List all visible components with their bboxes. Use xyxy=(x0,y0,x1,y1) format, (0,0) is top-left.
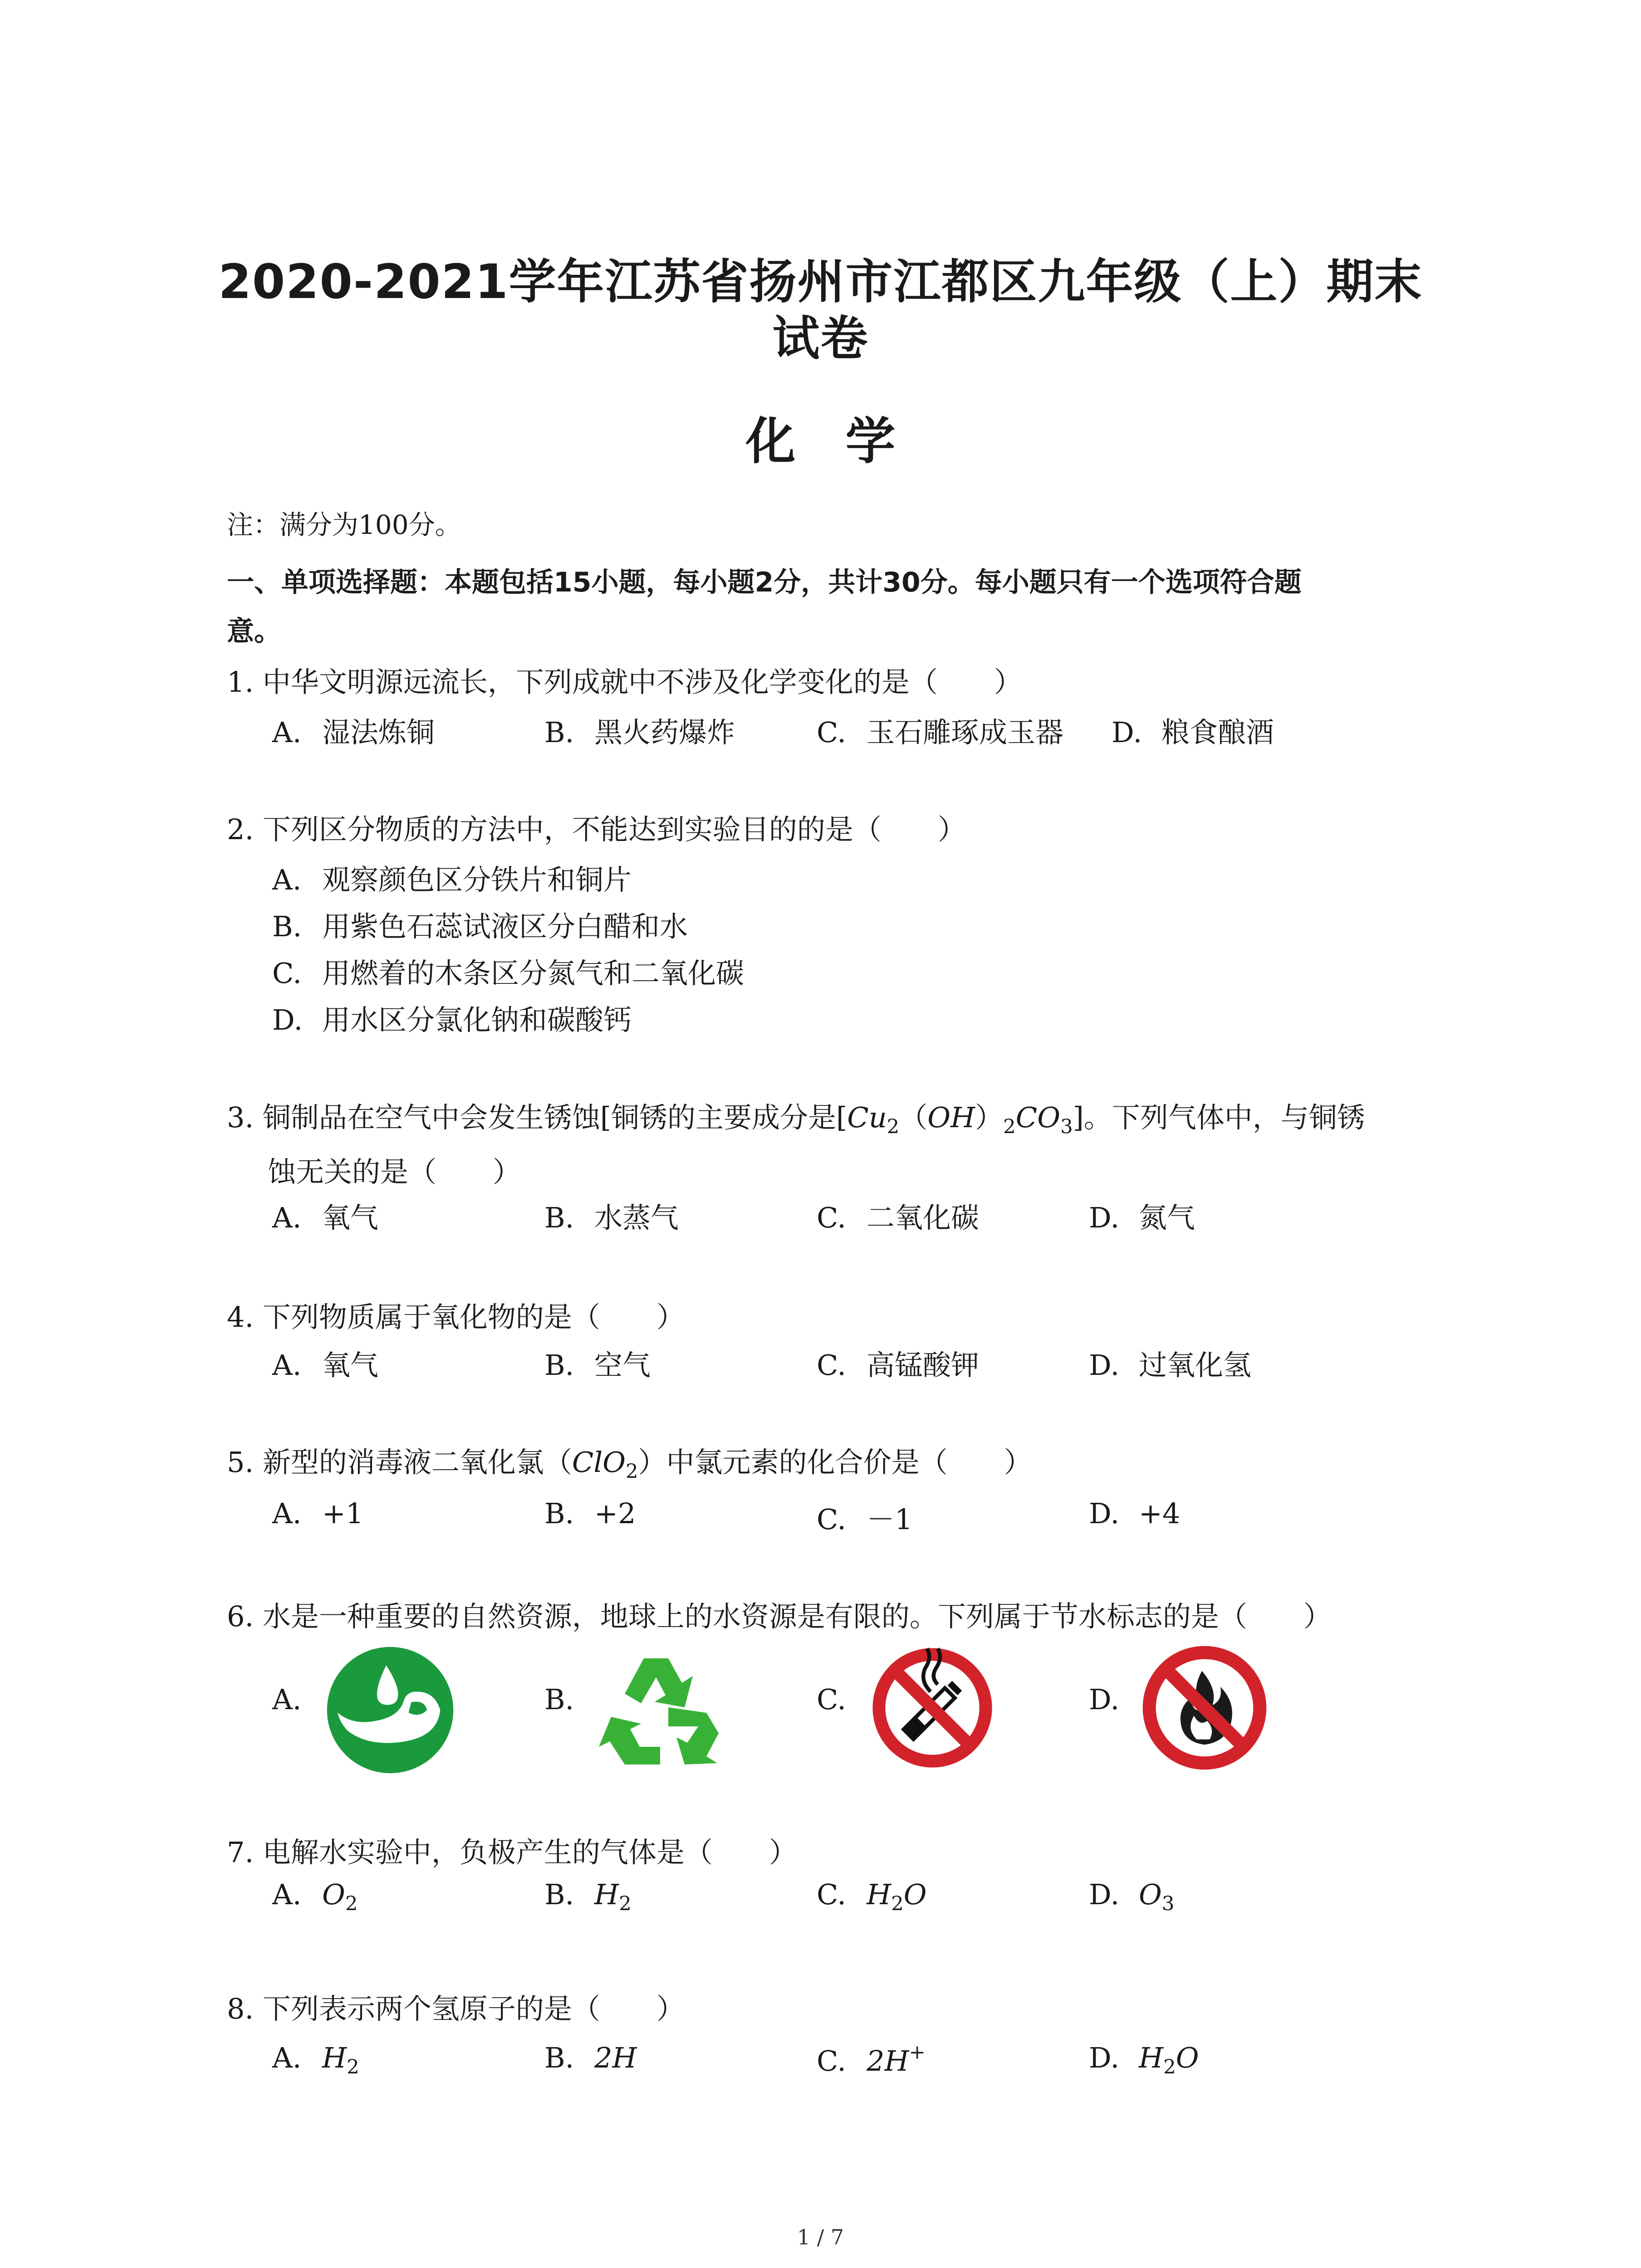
question-1-stem: 1. 中华文明源远流长，下列成就中不涉及化学变化的是（ ） xyxy=(227,665,1022,699)
option-text: 用水区分氯化钠和碳酸钙 xyxy=(322,1003,632,1036)
q5-stem-prefix: 5. 新型的消毒液二氧化氯（ xyxy=(227,1446,572,1479)
no-smoking-icon xyxy=(869,1644,996,1771)
option-text: +1 xyxy=(322,1497,364,1530)
no-fire-icon xyxy=(1139,1642,1270,1774)
option-label: A. xyxy=(272,2041,302,2074)
option-label: C. xyxy=(817,1878,846,1911)
q6-option-c-label: C. xyxy=(817,1683,846,1716)
q3-formula-oh-sub: 2 xyxy=(1003,1115,1016,1139)
option-formula: 2H xyxy=(867,2044,909,2078)
option-formula-sub: 2 xyxy=(347,2056,359,2079)
q7-option-d[interactable] xyxy=(1089,1878,1174,1915)
option-text: +2 xyxy=(594,1497,636,1530)
q8-option-a[interactable] xyxy=(272,2041,359,2078)
q5-option-a[interactable] xyxy=(272,1497,363,1530)
q5-formula-clo-sub: 2 xyxy=(625,1460,638,1483)
question-2-stem: 2. 下列区分物质的方法中，不能达到实验目的的是（ ） xyxy=(227,813,966,846)
q6-option-a[interactable] xyxy=(324,1644,456,1776)
q4-option-a[interactable] xyxy=(272,1343,378,1383)
q7-option-c[interactable] xyxy=(817,1878,927,1915)
option-label: B. xyxy=(544,1349,574,1382)
question-8-stem: 8. 下列表示两个氢原子的是（ ） xyxy=(227,1992,685,2025)
option-formula: O xyxy=(322,1878,345,1911)
exam-title-line2: 试卷 xyxy=(772,311,869,366)
option-text: 黑火药爆炸 xyxy=(594,716,735,749)
q3-stem-suffix: ]。下列气体中，与铜锈 xyxy=(1073,1101,1365,1134)
option-text: 氧气 xyxy=(322,1349,379,1382)
page-number: 1 / 7 xyxy=(797,2225,844,2249)
option-label: D. xyxy=(1089,1201,1120,1234)
option-text: －1 xyxy=(867,1503,913,1536)
option-formula-tail: O xyxy=(903,1878,927,1911)
question-3-stem xyxy=(227,1091,1474,1154)
q5-option-d[interactable] xyxy=(1089,1497,1180,1530)
question-5-stem xyxy=(227,1436,1452,1498)
q2-option-c[interactable] xyxy=(272,951,744,991)
option-text: 玉石雕琢成玉器 xyxy=(867,716,1064,749)
option-text: 空气 xyxy=(594,1349,651,1382)
option-formula-tail: O xyxy=(1176,2041,1199,2074)
section-heading-line2: 意。 xyxy=(227,616,281,647)
option-text: 氮气 xyxy=(1139,1201,1195,1234)
q4-option-c[interactable] xyxy=(817,1343,979,1383)
option-text: 湿法炼铜 xyxy=(322,716,435,749)
exam-title-line1: 2020-2021学年江苏省扬州市江都区九年级（上）期末 xyxy=(218,254,1423,309)
option-label: B. xyxy=(544,1878,574,1911)
option-formula: H xyxy=(594,1878,619,1911)
q4-option-b[interactable] xyxy=(544,1343,651,1383)
option-text: 水蒸气 xyxy=(594,1201,679,1234)
q3-option-b[interactable] xyxy=(544,1195,679,1236)
q1-option-c[interactable] xyxy=(817,710,1063,750)
option-label: A. xyxy=(272,716,302,749)
option-label: C. xyxy=(817,1503,846,1536)
option-text: 过氧化氢 xyxy=(1139,1349,1252,1382)
section-heading xyxy=(227,558,1434,656)
q3-formula-co: CO xyxy=(1015,1101,1061,1134)
q5-option-b[interactable] xyxy=(544,1497,636,1530)
q6-option-b-label: B. xyxy=(544,1683,574,1716)
q6-option-d[interactable] xyxy=(1139,1642,1270,1774)
option-label: C. xyxy=(817,1201,846,1234)
question-6-stem: 6. 水是一种重要的自然资源，地球上的水资源是有限的。下列属于节水标志的是（ ） xyxy=(227,1600,1332,1633)
option-text: +4 xyxy=(1139,1497,1181,1530)
question-4-stem: 4. 下列物质属于氧化物的是（ ） xyxy=(227,1300,685,1334)
option-label: C. xyxy=(272,957,302,990)
option-label: B. xyxy=(544,2041,574,2074)
option-formula: O xyxy=(1139,1878,1162,1911)
option-text: 观察颜色区分铁片和铜片 xyxy=(322,863,632,896)
option-formula: H xyxy=(1139,2041,1164,2074)
option-formula: 2H xyxy=(594,2041,637,2074)
option-label: D. xyxy=(1089,1878,1120,1911)
option-label: D. xyxy=(1089,1497,1120,1530)
q4-option-d[interactable] xyxy=(1089,1343,1251,1383)
option-label: D. xyxy=(1089,1349,1120,1382)
question-7-stem: 7. 电解水实验中，负极产生的气体是（ ） xyxy=(227,1836,797,1869)
option-label: C. xyxy=(817,716,846,749)
option-text: 用紫色石蕊试液区分白醋和水 xyxy=(322,910,688,943)
q2-option-d[interactable] xyxy=(272,997,632,1038)
option-formula-sub: 2 xyxy=(891,1892,904,1916)
option-label: A. xyxy=(272,1349,302,1382)
option-formula-sub: 2 xyxy=(345,1892,358,1916)
option-formula-sub: 2 xyxy=(619,1892,632,1916)
option-label: D. xyxy=(1089,2041,1120,2074)
option-label: C. xyxy=(817,2044,846,2078)
q7-option-a[interactable] xyxy=(272,1878,358,1915)
option-label: A. xyxy=(272,863,302,896)
option-text: 二氧化碳 xyxy=(867,1201,980,1234)
option-label: A. xyxy=(272,1878,302,1911)
option-label: A. xyxy=(272,1497,302,1530)
option-label: D. xyxy=(272,1003,303,1036)
section-heading-line1: 一、单项选择题：本题包括15小题，每小题2分，共计30分。每小题只有一个选项符合题 xyxy=(227,567,1302,598)
q6-option-d-label: D. xyxy=(1089,1683,1120,1716)
option-formula-sup: + xyxy=(909,2041,926,2064)
q2-option-a[interactable] xyxy=(272,857,632,898)
option-formula-sub: 3 xyxy=(1161,1892,1175,1916)
option-text: 用燃着的木条区分氮气和二氧化碳 xyxy=(322,957,745,990)
q3-option-c[interactable] xyxy=(817,1195,979,1236)
q7-option-b[interactable] xyxy=(544,1878,632,1915)
q6-option-b[interactable] xyxy=(592,1642,728,1778)
exam-subject: 化学 xyxy=(745,412,945,470)
q8-option-b[interactable] xyxy=(544,2041,637,2074)
q3-formula-cu-sub: 2 xyxy=(887,1115,900,1139)
option-label: B. xyxy=(544,716,574,749)
option-label: C. xyxy=(817,1349,846,1382)
option-label: D. xyxy=(1112,716,1142,749)
q3-formula-co-sub: 3 xyxy=(1060,1115,1073,1139)
option-text: 氧气 xyxy=(322,1201,379,1234)
q3-paren-close: ） xyxy=(975,1101,1004,1134)
recycle-icon xyxy=(592,1642,728,1778)
q3-option-a[interactable] xyxy=(272,1195,378,1236)
option-label: B. xyxy=(272,910,302,943)
option-text: 粮食酿酒 xyxy=(1161,716,1274,749)
q8-option-d[interactable] xyxy=(1089,2041,1199,2078)
q3-formula-oh: OH xyxy=(927,1101,975,1134)
option-text: 高锰酸钾 xyxy=(867,1349,980,1382)
option-label: B. xyxy=(544,1497,574,1530)
option-label: B. xyxy=(544,1201,574,1234)
q5-stem-suffix: ）中氯元素的化合价是（ ） xyxy=(638,1446,1032,1479)
q5-formula-clo: ClO xyxy=(572,1446,626,1479)
option-formula: H xyxy=(322,2041,347,2074)
option-formula: H xyxy=(867,1878,892,1911)
q1-option-a[interactable] xyxy=(272,710,435,750)
q3-formula-cu: Cu xyxy=(847,1101,887,1134)
option-label: A. xyxy=(272,1201,302,1234)
q3-stem-prefix: 3. 铜制品在空气中会发生锈蚀[铜锈的主要成分是[ xyxy=(227,1101,847,1134)
q3-option-d[interactable] xyxy=(1089,1195,1195,1236)
q6-option-c[interactable] xyxy=(869,1644,996,1771)
water-saving-icon xyxy=(324,1644,456,1776)
q1-option-b[interactable] xyxy=(544,710,735,750)
q6-option-a-label: A. xyxy=(272,1683,302,1716)
q5-option-c[interactable] xyxy=(817,1497,912,1537)
q3-paren-open: （ xyxy=(899,1101,928,1134)
score-note: 注：满分为100分。 xyxy=(227,509,461,540)
question-3-stem-line2: 蚀无关的是（ ） xyxy=(268,1155,521,1188)
q2-option-b[interactable] xyxy=(272,904,688,944)
option-formula-sub: 2 xyxy=(1163,2056,1176,2079)
q1-option-d[interactable] xyxy=(1112,710,1274,750)
q8-option-c[interactable] xyxy=(817,2041,926,2077)
